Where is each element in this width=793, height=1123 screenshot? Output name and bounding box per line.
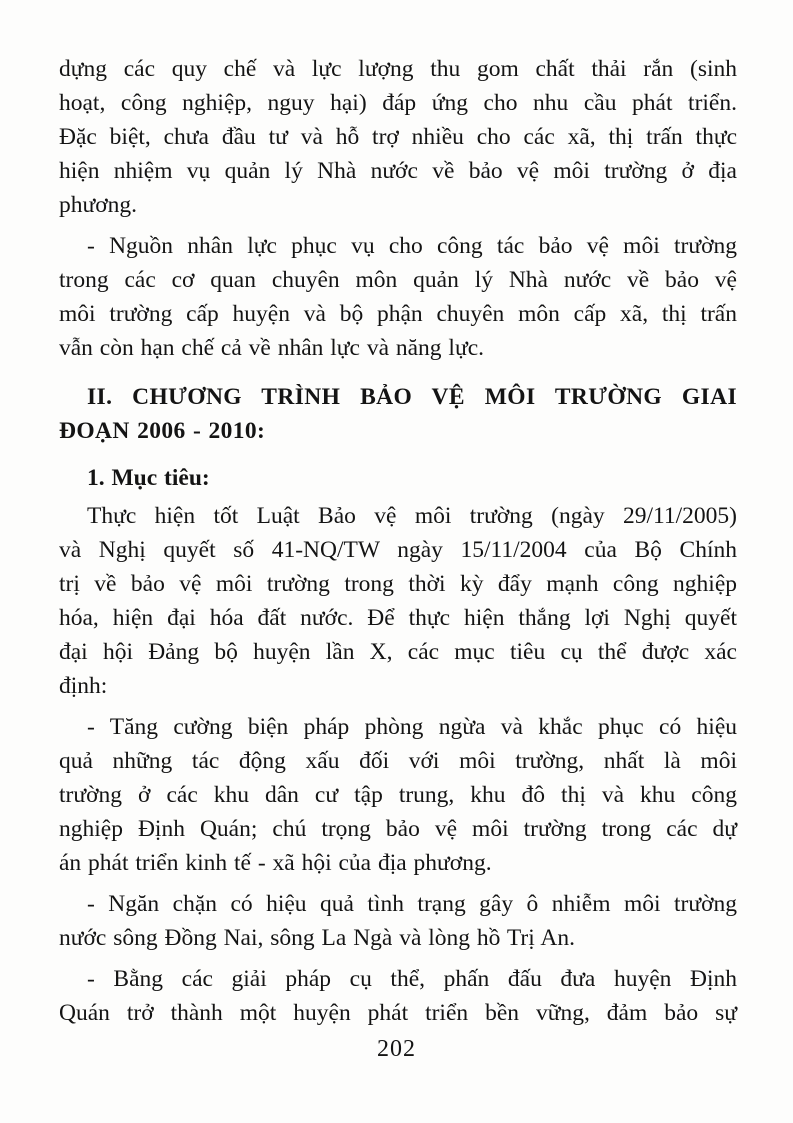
text-line: hóa, hiện đại hóa đất nước. Để thực hiện thắng lợi Nghị quyết [59,605,737,631]
paragraph-1 [59,52,737,222]
text-line: trị về bảo vệ môi trường trong thời kỳ đẩy mạnh công nghiệp [59,571,737,597]
text-line: 1. Mục tiêu: [87,465,210,491]
text-line: và Nghị quyết số 41-NQ/TW ngày 15/11/2004 của Bộ Chính [59,537,737,563]
text-line: đại hội Đảng bộ huyện lần X, các mục tiêu cụ thể được xác [59,639,737,665]
text-line: vẫn còn hạn chế cả về nhân lực và năng lực. [59,335,485,361]
text-line: môi trường cấp huyện và bộ phận chuyên môn cấp xã, thị trấn [59,301,737,327]
section-heading [59,380,737,448]
text-line: hiện nhiệm vụ quản lý Nhà nước về bảo vệ môi trường ở địa [59,158,737,184]
text-line: trong các cơ quan chuyên môn quản lý Nhà nước về bảo vệ [59,267,737,293]
text-line: án phát triển kinh tế - xã hội của địa phương. [59,850,492,876]
page-number: 202 [377,1036,416,1062]
text-line: II. CHƯƠNG TRÌNH BẢO VỆ MÔI TRƯỜNG GIAI [87,384,737,410]
page-text [59,52,737,1037]
text-line: Thực hiện tốt Luật Bảo vệ môi trường (ngày 29/11/2005) [87,503,737,529]
text-line: ĐOẠN 2006 - 2010: [59,418,266,444]
paragraph-3 [59,499,737,703]
text-line: hoạt, công nghiệp, nguy hại) đáp ứng cho nhu cầu phát triển. [59,90,737,116]
paragraph-6 [59,962,737,1030]
text-line: phương. [59,192,138,218]
paragraph-5 [59,887,737,955]
paragraph-2 [59,229,737,365]
text-line: Quán trở thành một huyện phát triển bền vững, đảm bảo sự [59,1000,737,1026]
paragraph-4 [59,710,737,880]
text-line: - Nguồn nhân lực phục vụ cho công tác bảo vệ môi trường [87,233,737,259]
text-line: dựng các quy chế và lực lượng thu gom chất thải rắn (sinh [59,56,737,82]
text-line: - Ngăn chặn có hiệu quả tình trạng gây ô nhiễm môi trường [87,891,737,917]
text-line: - Tăng cường biện pháp phòng ngừa và khắc phục có hiệu [87,714,737,740]
text-line: trường ở các khu dân cư tập trung, khu đô thị và khu công [59,782,737,808]
text-line: nghiệp Định Quán; chú trọng bảo vệ môi trường trong các dự [59,816,737,842]
text-line: - Bằng các giải pháp cụ thể, phấn đấu đưa huyện Định [87,966,737,992]
text-line: quả những tác động xấu đối với môi trường, nhất là môi [59,748,737,774]
text-line: định: [59,673,108,699]
text-line: nước sông Đồng Nai, sông La Ngà và lòng hồ Trị An. [59,925,575,951]
text-line: Đặc biệt, chưa đầu tư và hỗ trợ nhiều cho các xã, thị trấn thực [59,124,737,150]
subsection-heading [59,461,737,495]
